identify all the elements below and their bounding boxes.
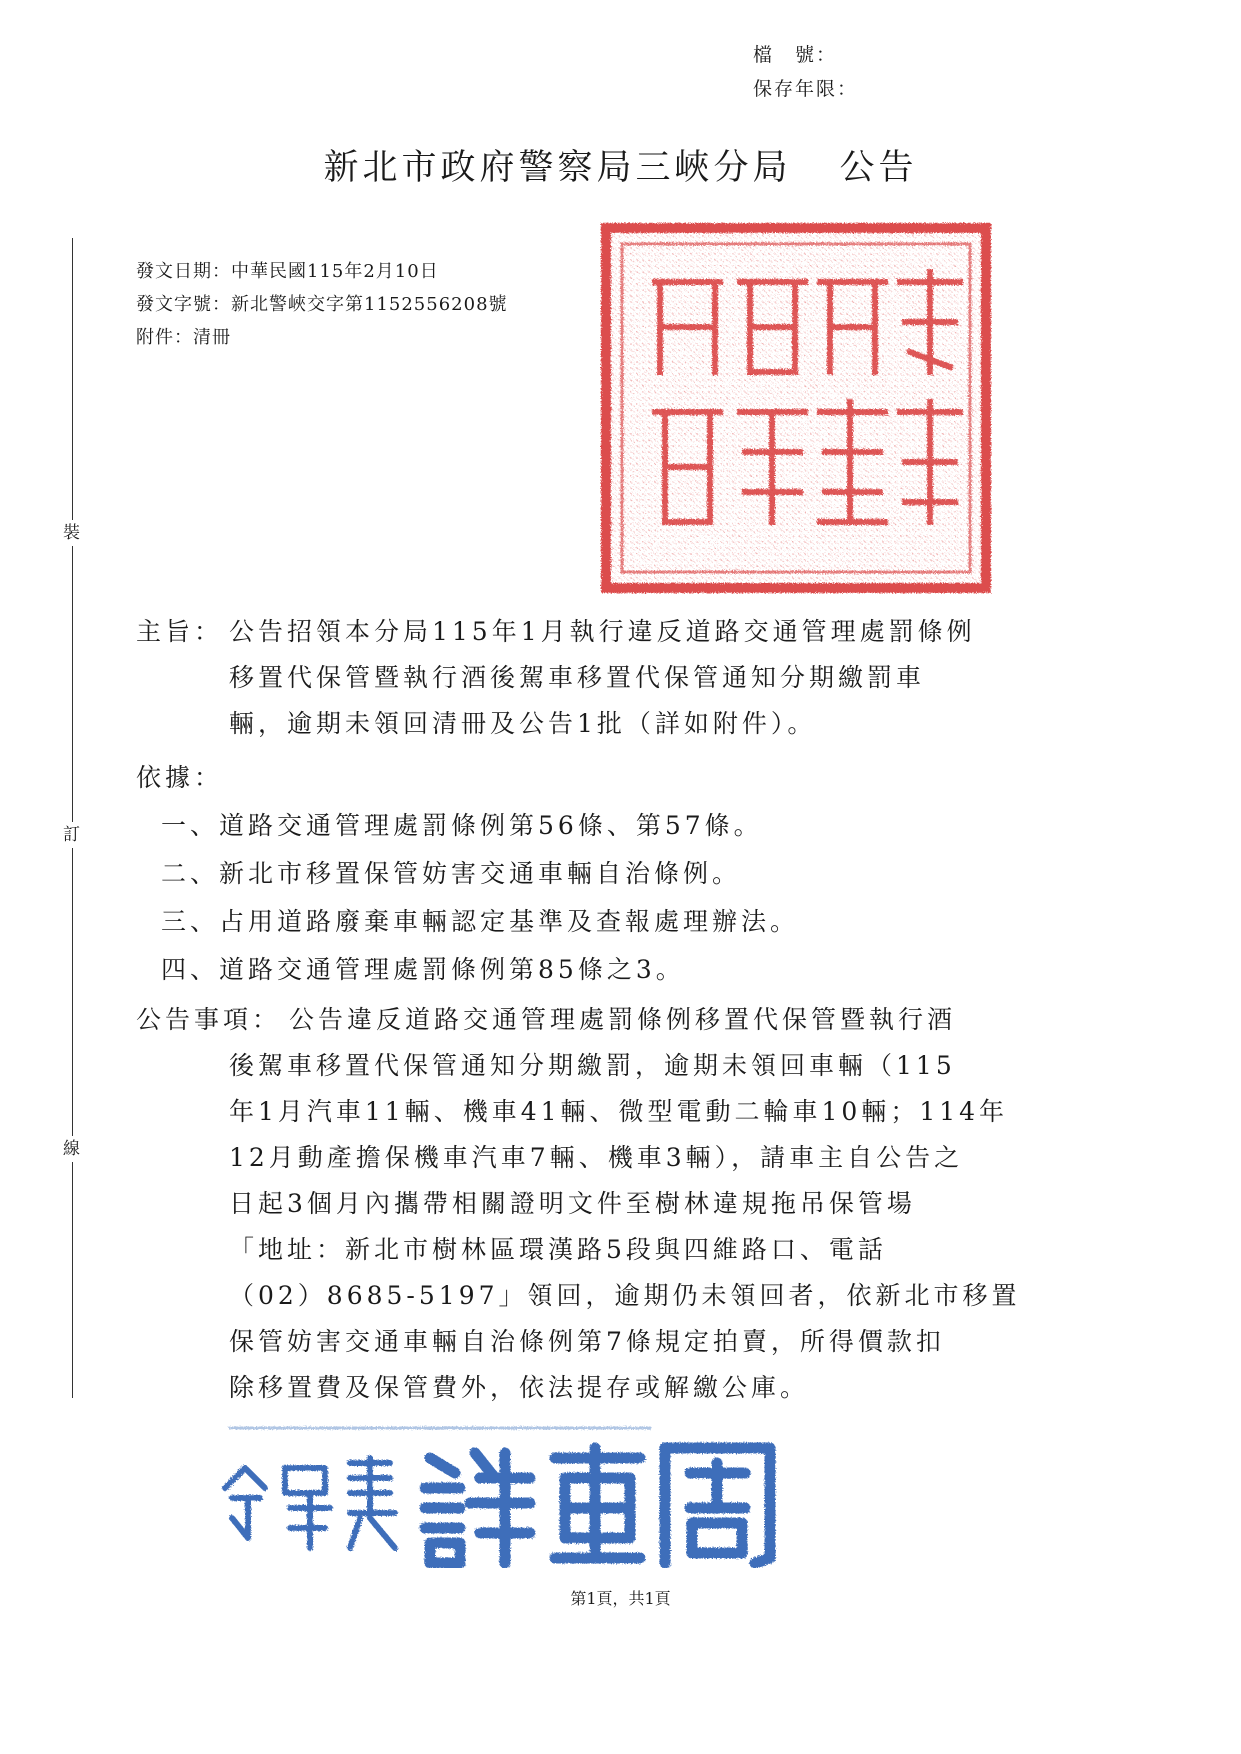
issue-date: 發文日期：中華民國115年2月10日 [136,261,439,282]
retention-label: 保存年限： [753,78,859,100]
subject-line: 公告招領本分局115年1月執行違反道路交通管理處罰條例 [229,617,976,646]
subject-line: 移置代保管暨執行酒後駕車移置代保管通知分期繳罰車 [229,663,926,692]
director-signature-stamp [210,1418,810,1568]
basis-item: 四、道路交通管理處罰條例第85條之3。 [161,955,685,984]
document-meta [136,255,508,354]
document-type: 公告 [839,148,918,188]
notice-line: 除移置費及保管費外，依法提存或解繳公庫。 [229,1373,810,1402]
basis-item: 一、道路交通管理處罰條例第56條、第57條。 [161,811,763,840]
binding-line [72,238,73,1398]
notice-line: 保管妨害交通車輛自治條例第7條規定拍賣，所得價款扣 [229,1327,945,1356]
basis-item: 二、新北市移置保管妨害交通車輛自治條例。 [161,859,742,888]
subject-line: 輛，逾期未領回清冊及公告1批（詳如附件）。 [229,709,817,738]
attachment: 附件：清冊 [136,327,231,348]
file-number-label: 檔 號： [753,44,838,66]
notice-line: （02）8685-5197」領回，逾期仍未領回者，依新北市移置 [229,1281,1021,1310]
notice-line: 公告違反道路交通管理處罰條例移置代保管暨執行酒 [289,1005,957,1034]
basis-label: 依據： [136,763,224,792]
subject-label: 主旨： [136,617,224,646]
page-number: 第1頁，共1頁 [570,1589,671,1608]
official-seal-stamp [600,222,992,594]
organization-name: 新北市政府警察局三峽分局 [323,148,792,188]
notice-line: 後駕車移置代保管通知分期繳罰，逾期未領回車輛（115 [229,1051,956,1080]
notice-label: 公告事項： [136,1005,282,1034]
notice-line: 日起3個月內攜帶相關證明文件至樹林違規拖吊保管場 [229,1189,916,1218]
binding-char-ding: 訂 [63,822,80,848]
binding-char-zhuang: 裝 [63,520,80,546]
document-number: 發文字號：新北警峽交字第1152556208號 [136,294,508,315]
basis-item: 三、占用道路廢棄車輛認定基準及查報處理辦法。 [161,907,800,936]
binding-char-xian: 線 [63,1136,80,1162]
notice-line: 年1月汽車11輛、機車41輛、微型電動二輪車10輛；114年 [229,1097,1009,1126]
notice-line: 「地址：新北市樹林區環漢路5段與四維路口、電話 [229,1235,887,1264]
notice-line: 12月動產擔保機車汽車7輛、機車3輛），請車主自公告之 [229,1143,964,1172]
document-title [0,140,1241,190]
archive-info [753,38,858,106]
